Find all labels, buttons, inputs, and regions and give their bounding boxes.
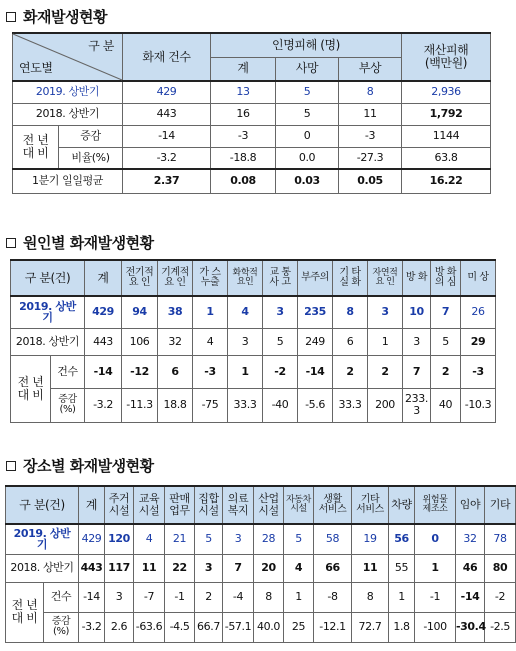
cell: 21	[165, 524, 195, 554]
row-label: 증감	[59, 125, 123, 147]
cell: 22	[165, 554, 195, 582]
cell: 4	[228, 296, 263, 328]
cell: 80	[485, 554, 516, 582]
cell: 6	[333, 328, 368, 355]
cell: 4	[134, 524, 165, 554]
header-cell: 자연적 요 인	[368, 260, 403, 296]
header-fire-count: 화재 건수	[123, 33, 211, 81]
cell: 7	[431, 296, 461, 328]
cell: -14	[298, 355, 333, 388]
header-injuries: 부상	[339, 57, 402, 81]
cell: 2	[431, 355, 461, 388]
cell: 7	[223, 554, 254, 582]
cell: 6	[158, 355, 193, 388]
header-cell: 자동차 시설	[284, 486, 314, 524]
cell: 1	[228, 355, 263, 388]
row-label: 건수	[44, 582, 79, 612]
header-cell: 화학적 요인	[228, 260, 263, 296]
header-cell: 교 통 사 고	[263, 260, 298, 296]
header-cell: 가 스 누출	[193, 260, 228, 296]
cell: -75	[193, 388, 228, 422]
cell: -3	[211, 125, 276, 147]
header-casualty: 인명피해 (명)	[211, 33, 402, 57]
cell: 0.08	[211, 169, 276, 193]
header-cell: 집합 시설	[195, 486, 223, 524]
cell: 0.0	[276, 147, 339, 169]
cell: 8	[339, 81, 402, 103]
cell: 8	[254, 582, 284, 612]
checkbox-square-icon	[6, 461, 16, 471]
cell: 5	[276, 81, 339, 103]
header-property-damage: 재산피해 (백만원)	[402, 33, 491, 81]
cell: 33.3	[333, 388, 368, 422]
section-title-location	[6, 455, 154, 476]
cell: 1	[193, 296, 228, 328]
cell: 56	[389, 524, 415, 554]
cell: 1	[415, 554, 456, 582]
compare-label: 전 년 대 비	[13, 125, 59, 169]
checkbox-square-icon	[6, 238, 16, 248]
cell: 1,792	[402, 103, 491, 125]
table-row	[6, 582, 516, 612]
table-row	[13, 147, 491, 169]
row-label: 비율(%)	[59, 147, 123, 169]
cell: 117	[105, 554, 134, 582]
table-row	[11, 328, 496, 355]
cell: 11	[352, 554, 389, 582]
header-cell: 미 상	[461, 260, 496, 296]
cell: -2.5	[485, 612, 516, 642]
row-label: 2018. 상반기	[11, 328, 85, 355]
cell: 13	[211, 81, 276, 103]
cell: 106	[122, 328, 158, 355]
cell: 2.37	[123, 169, 211, 193]
cell: -3.2	[123, 147, 211, 169]
row-label: 2019. 상반기	[13, 81, 123, 103]
cell: 1.8	[389, 612, 415, 642]
cell: -12	[122, 355, 158, 388]
cell: 25	[284, 612, 314, 642]
cell: 443	[79, 554, 105, 582]
table-row	[6, 554, 516, 582]
cell: 40.0	[254, 612, 284, 642]
header-cell: 생활 서비스	[314, 486, 352, 524]
cell: -8	[314, 582, 352, 612]
cell: 28	[254, 524, 284, 554]
row-label: 2019. 상반 기	[6, 524, 79, 554]
cell: 4	[193, 328, 228, 355]
table-row	[13, 103, 491, 125]
cell: -14	[456, 582, 485, 612]
header-cell: 계	[79, 486, 105, 524]
compare-label: 전 년 대 비	[6, 582, 44, 642]
header-cell: 전기적 요 인	[122, 260, 158, 296]
table-row	[6, 612, 516, 642]
cell: 2	[333, 355, 368, 388]
cell: 233. 3	[403, 388, 431, 422]
cell: -2	[485, 582, 516, 612]
compare-label: 전 년 대 비	[11, 355, 51, 422]
cell: 72.7	[352, 612, 389, 642]
section-title-cause	[6, 232, 154, 253]
header-row	[11, 260, 496, 296]
header-gubun: 구 분	[88, 39, 114, 53]
cell: -3	[193, 355, 228, 388]
header-cell: 임야	[456, 486, 485, 524]
cell: 0	[415, 524, 456, 554]
cell: 249	[298, 328, 333, 355]
table-row	[11, 296, 496, 328]
cell: 3	[105, 582, 134, 612]
cell: -7	[134, 582, 165, 612]
header-cell: 구 분(건)	[11, 260, 85, 296]
header-cell: 교육 시설	[134, 486, 165, 524]
cell: 8	[333, 296, 368, 328]
cell: 5	[195, 524, 223, 554]
cell: 3	[195, 554, 223, 582]
table-row	[13, 81, 491, 103]
row-label: 2019. 상반 기	[11, 296, 85, 328]
cell: 5	[284, 524, 314, 554]
cell: 33.3	[228, 388, 263, 422]
cell: 29	[461, 328, 496, 355]
cell: 2,936	[402, 81, 491, 103]
header-cell: 주거 시설	[105, 486, 134, 524]
cell: 55	[389, 554, 415, 582]
cell: 0.03	[276, 169, 339, 193]
cell: 3	[228, 328, 263, 355]
table-row	[13, 125, 491, 147]
cell: -10.3	[461, 388, 496, 422]
row-label: 1분기 일일평균	[13, 169, 123, 193]
cell: 5	[276, 103, 339, 125]
cell: 3	[368, 296, 403, 328]
cell: -12.1	[314, 612, 352, 642]
cell: 200	[368, 388, 403, 422]
cell: 66.7	[195, 612, 223, 642]
header-cell: 기타 서비스	[352, 486, 389, 524]
cell: -11.3	[122, 388, 158, 422]
cell: 46	[456, 554, 485, 582]
cell: 58	[314, 524, 352, 554]
cell: -14	[79, 582, 105, 612]
location-table	[5, 485, 516, 643]
header-deaths: 사망	[276, 57, 339, 81]
header-cell: 차량	[389, 486, 415, 524]
cell: -3.2	[85, 388, 122, 422]
header-cell: 판매 업무	[165, 486, 195, 524]
header-cell: 기 타 실 화	[333, 260, 368, 296]
header-cell: 의료 복지	[223, 486, 254, 524]
fire-status-table	[12, 32, 491, 194]
header-cell: 기계적 요 인	[158, 260, 193, 296]
cell: 11	[134, 554, 165, 582]
cell: 429	[123, 81, 211, 103]
cell: 3	[263, 296, 298, 328]
cell: 2	[368, 355, 403, 388]
cell: 1	[368, 328, 403, 355]
cell: -14	[123, 125, 211, 147]
header-row	[6, 486, 516, 524]
cell: -2	[263, 355, 298, 388]
header-corner-cell	[13, 33, 123, 81]
row-label: 건수	[51, 355, 85, 388]
cell: 8	[352, 582, 389, 612]
cell: -3	[339, 125, 402, 147]
cell: 235	[298, 296, 333, 328]
cell: 3	[223, 524, 254, 554]
cause-table	[10, 259, 496, 423]
cell: 4	[284, 554, 314, 582]
header-cell: 구 분(건)	[6, 486, 79, 524]
row-label: 증감 (%)	[44, 612, 79, 642]
row-label: 2018. 상반기	[13, 103, 123, 125]
cell: -5.6	[298, 388, 333, 422]
cell: 26	[461, 296, 496, 328]
cell: -14	[85, 355, 122, 388]
table-row	[13, 169, 491, 193]
cell: -18.8	[211, 147, 276, 169]
cell: 7	[403, 355, 431, 388]
cell: -30.4	[456, 612, 485, 642]
header-cell: 방 화	[403, 260, 431, 296]
cell: -1	[415, 582, 456, 612]
cell: 2	[195, 582, 223, 612]
cell: 94	[122, 296, 158, 328]
cell: 18.8	[158, 388, 193, 422]
cell: 3	[403, 328, 431, 355]
section-title-fire-status	[6, 6, 107, 27]
cell: -4.5	[165, 612, 195, 642]
row-label: 증감 (%)	[51, 388, 85, 422]
cell: 443	[85, 328, 122, 355]
cell: 1144	[402, 125, 491, 147]
cell: 19	[352, 524, 389, 554]
cell: 10	[403, 296, 431, 328]
cell: 120	[105, 524, 134, 554]
cell: 32	[158, 328, 193, 355]
cell: 429	[79, 524, 105, 554]
cell: 443	[123, 103, 211, 125]
header-cell: 계	[85, 260, 122, 296]
cell: 38	[158, 296, 193, 328]
cell: -57.1	[223, 612, 254, 642]
cell: 11	[339, 103, 402, 125]
cell: 429	[85, 296, 122, 328]
cell: 5	[263, 328, 298, 355]
header-cell: 산업 시설	[254, 486, 284, 524]
cell: 20	[254, 554, 284, 582]
header-casualty-total: 계	[211, 57, 276, 81]
header-cell: 방 화 의 심	[431, 260, 461, 296]
cell: 0.05	[339, 169, 402, 193]
cell: 0	[276, 125, 339, 147]
table-row	[11, 388, 496, 422]
cell: -1	[165, 582, 195, 612]
cell: 1	[389, 582, 415, 612]
cell: 78	[485, 524, 516, 554]
cell: 16	[211, 103, 276, 125]
cell: -4	[223, 582, 254, 612]
header-year: 연도별	[19, 61, 53, 76]
header-cell: 기타	[485, 486, 516, 524]
cell: -63.6	[134, 612, 165, 642]
section-title-text: 화재발생현황	[23, 8, 107, 26]
row-label: 2018. 상반기	[6, 554, 79, 582]
cell: -100	[415, 612, 456, 642]
cell: -3	[461, 355, 496, 388]
section-title-text: 장소별 화재발생현황	[23, 457, 154, 475]
checkbox-square-icon	[6, 12, 16, 22]
cell: 63.8	[402, 147, 491, 169]
cell: 66	[314, 554, 352, 582]
header-cell: 위험물 제조소	[415, 486, 456, 524]
cell: -3.2	[79, 612, 105, 642]
cell: 40	[431, 388, 461, 422]
cell: -27.3	[339, 147, 402, 169]
cell: 1	[284, 582, 314, 612]
cell: 2.6	[105, 612, 134, 642]
cell: -40	[263, 388, 298, 422]
cell: 16.22	[402, 169, 491, 193]
table-row	[11, 355, 496, 388]
header-cell: 부주의	[298, 260, 333, 296]
table-row	[6, 524, 516, 554]
cell: 5	[431, 328, 461, 355]
section-title-text: 원인별 화재발생현황	[23, 234, 154, 252]
cell: 32	[456, 524, 485, 554]
